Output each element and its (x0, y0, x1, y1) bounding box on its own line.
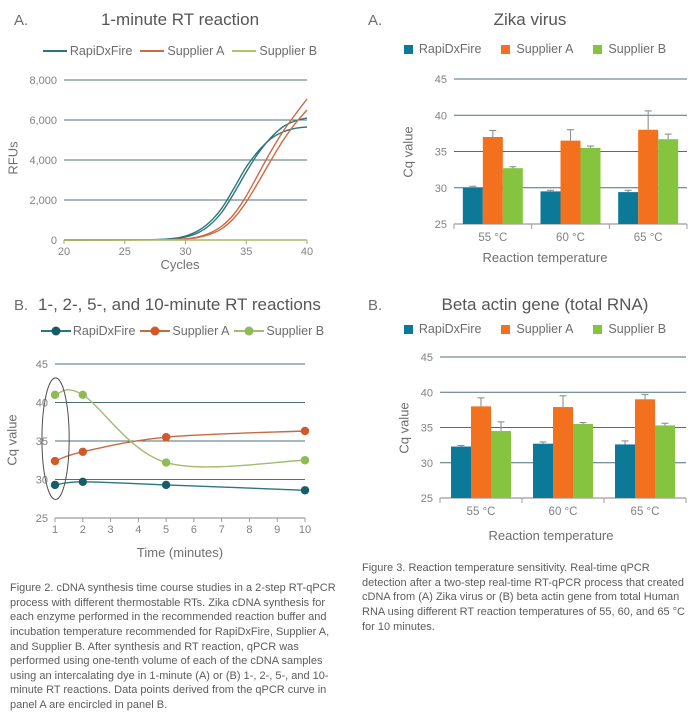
bar (483, 137, 503, 224)
chart-legend (25, 44, 335, 58)
data-point (79, 448, 87, 456)
x-tick-label: 20 (57, 246, 71, 258)
bar (573, 424, 593, 498)
legend-item (234, 324, 324, 338)
legend-label: RapiDxFire (418, 42, 482, 56)
legend-swatch-icon (593, 325, 602, 334)
bar (451, 447, 471, 498)
legend-item (404, 42, 482, 56)
x-tick-label: 6 (190, 524, 197, 536)
data-point (79, 478, 87, 486)
legend-item (140, 324, 229, 338)
legend-label: Supplier A (167, 44, 225, 58)
bar (561, 141, 581, 224)
y-tick-label: 25 (434, 219, 447, 231)
y-axis-label: RFUs (5, 141, 21, 175)
legend-label: Supplier A (516, 322, 574, 336)
timecourse-cq-line-chart (18, 346, 334, 541)
legend-label: Supplier B (259, 44, 318, 58)
legend-item (41, 324, 136, 338)
x-tick-label: 1 (51, 524, 59, 536)
legend-marker-icon (43, 50, 67, 52)
beta-actin-cq-bar-chart (390, 342, 692, 522)
x-tick-label: 4 (135, 524, 142, 536)
legend-label: Supplier B (608, 322, 667, 336)
panel-letter: A. (14, 12, 29, 29)
y-tick-label: 35 (35, 436, 48, 448)
legend-marker-icon (41, 330, 71, 332)
legend-label: Supplier A (516, 42, 574, 56)
legend-label: RapiDxFire (69, 44, 133, 58)
chart-title: 1-, 2-, 5-, and 10-minute RT reactions (38, 295, 321, 314)
bar (491, 431, 511, 498)
series-line (55, 431, 305, 461)
zika-cq-bar-chart (390, 62, 692, 247)
y-tick-label: 45 (35, 359, 48, 371)
y-tick-label: 45 (420, 352, 433, 364)
y-tick-label: 0 (50, 235, 57, 247)
x-tick-label: 25 (118, 246, 131, 258)
bar (658, 139, 678, 224)
chart-title: 1-minute RT reaction (100, 10, 260, 29)
chart-title: Zika virus (493, 10, 567, 29)
legend-dot-icon (51, 327, 60, 336)
bar (463, 188, 483, 224)
series-line (55, 390, 305, 467)
legend-marker-icon (140, 330, 170, 332)
legend-item (140, 44, 224, 58)
y-tick-label: 4,000 (29, 155, 57, 167)
chart-title: Beta actin gene (total RNA) (441, 295, 649, 314)
figure-2-caption: Figure 2. cDNA synthesis time course studies in a 2-step RT-qPCR process with different thermostable RTs. Zika cDNA synthesis for each enzyme performed in the recommended reaction buffer and incubation temperature recommended for RapiDxFire, Supplier A, and Supplier B. After synthesis and RT reaction, qPCR was performed using one-tenth volume of each of the cDNA samples using an intercalating dye in 1-minute (A) or (B) 1-, 2-, 5-, and 10-minute RT reactions. Data points derived from the qPCR curve in panel A are encircled in panel B. (10, 582, 336, 711)
series-line (64, 110, 307, 240)
legend-swatch-icon (404, 45, 413, 54)
bar (471, 406, 491, 498)
legend-item (43, 44, 133, 58)
x-axis-label: Time (minutes) (136, 545, 224, 560)
series-line (55, 482, 305, 490)
legend-swatch-icon (404, 325, 413, 334)
x-category-label: 55 °C (478, 232, 508, 244)
y-axis-label: Cq value (396, 402, 412, 454)
data-point (301, 427, 309, 435)
x-tick-label: 35 (240, 246, 253, 258)
bar (581, 148, 601, 224)
data-point (51, 457, 59, 465)
y-tick-label: 40 (434, 110, 447, 123)
bar (638, 130, 658, 224)
legend-label: RapiDxFire (418, 322, 482, 336)
chart-legend (378, 42, 692, 56)
x-tick-label: 2 (79, 524, 86, 536)
panel-letter: B. (368, 297, 383, 314)
y-tick-label: 35 (434, 146, 447, 159)
bar (541, 191, 561, 224)
legend-label: Supplier A (172, 324, 230, 338)
x-axis-label: Reaction temperature (482, 250, 608, 265)
x-tick-label: 3 (107, 524, 114, 536)
y-tick-label: 30 (420, 457, 433, 470)
series-line (64, 127, 307, 240)
data-point (162, 458, 170, 466)
bar (503, 168, 523, 224)
legend-item (501, 322, 573, 336)
bar (533, 444, 553, 498)
x-category-label: 60 °C (548, 506, 578, 518)
bar (655, 425, 675, 498)
x-tick-label: 9 (274, 524, 281, 536)
x-tick-label: 30 (179, 246, 192, 258)
data-point (79, 391, 87, 399)
x-axis-label: Cycles (160, 257, 200, 272)
legend-label: Supplier B (266, 324, 325, 338)
x-category-label: 60 °C (556, 232, 585, 244)
bar (615, 444, 635, 498)
bar (553, 407, 573, 498)
legend-item (501, 42, 573, 56)
bar (618, 192, 638, 224)
legend-label: Supplier B (608, 42, 667, 56)
legend-swatch-icon (501, 45, 510, 54)
series-line (64, 118, 307, 240)
y-tick-label: 30 (35, 474, 48, 487)
chart-legend (378, 322, 692, 336)
x-tick-label: 8 (246, 524, 253, 536)
legend-item (593, 322, 666, 336)
x-tick-label: 10 (298, 524, 312, 536)
qpcr-amplification-chart (18, 62, 318, 262)
panel-letter: B. (14, 297, 29, 314)
y-tick-label: 6,000 (29, 115, 57, 127)
y-tick-label: 8,000 (29, 75, 57, 87)
data-point (162, 481, 170, 489)
y-tick-label: 35 (420, 422, 433, 435)
y-tick-label: 2,000 (29, 195, 57, 207)
y-tick-label: 40 (420, 387, 433, 400)
x-category-label: 65 °C (633, 232, 663, 244)
data-point (301, 456, 309, 464)
data-point (51, 391, 59, 399)
x-category-label: 65 °C (630, 506, 660, 518)
legend-marker-icon (234, 330, 264, 332)
y-tick-label: 25 (420, 493, 433, 505)
data-point (51, 481, 59, 489)
x-category-label: 55 °C (466, 506, 496, 518)
y-tick-label: 45 (434, 74, 447, 86)
legend-swatch-icon (501, 325, 510, 334)
bar (635, 399, 655, 498)
legend-marker-icon (232, 50, 256, 52)
figure-3-caption: Figure 3. Reaction temperature sensitivity. Real-time qPCR detection after a two-step real-time RT-qPCR process that created cDNA from (A) Zika virus or (B) beta actin gene from total Human RNA using different RT reaction temperatures of 55, 60, and 65 °C for 10 minutes. (362, 562, 685, 633)
x-tick-label: 5 (163, 524, 170, 536)
legend-dot-icon (151, 327, 160, 336)
y-tick-label: 25 (35, 513, 48, 525)
x-tick-label: 7 (218, 524, 225, 536)
y-tick-label: 40 (35, 397, 48, 410)
data-point (301, 486, 309, 494)
chart-legend (25, 324, 340, 338)
y-tick-label: 30 (434, 182, 447, 195)
y-axis-label: Cq value (400, 126, 416, 178)
data-point (162, 433, 170, 441)
x-tick-label: 40 (300, 246, 314, 258)
x-axis-label: Reaction temperature (488, 528, 614, 543)
legend-item (232, 44, 317, 58)
legend-item (593, 42, 666, 56)
legend-swatch-icon (593, 45, 602, 54)
y-axis-label: Cq value (4, 414, 20, 466)
legend-item (404, 322, 482, 336)
panel-letter: A. (368, 12, 383, 29)
legend-dot-icon (245, 327, 254, 336)
legend-marker-icon (140, 50, 164, 52)
legend-label: RapiDxFire (72, 324, 136, 338)
